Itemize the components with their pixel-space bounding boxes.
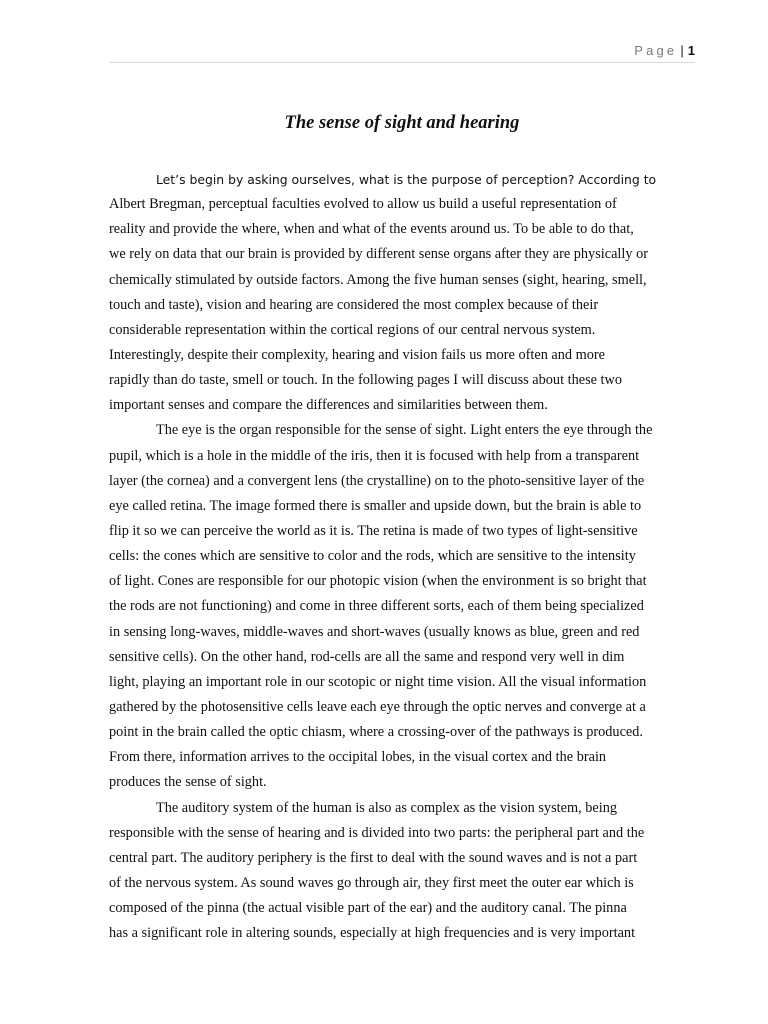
text-line: The eye is the organ responsible for the sense of sight. Light enters the eye through the — [156, 422, 653, 439]
text-line: has a significant role in altering sounds, especially at high frequencies and is very important — [109, 925, 636, 942]
text-line: The auditory system of the human is also as complex as the vision system, being — [156, 799, 617, 816]
text-line: gathered by the photosensitive cells leave each eye through the optic nerves and converge at a — [109, 698, 646, 715]
page-header — [109, 42, 695, 63]
text-line: layer (the cornea) and a convergent lens (the crystalline) on to the photo-sensitive layer of the — [109, 472, 645, 489]
document-title: The sense of sight and hearing — [284, 113, 520, 133]
text-line: composed of the pinna (the actual visible part of the ear) and the auditory canal. The pinna — [109, 900, 627, 917]
text-line: Interestingly, despite their complexity, hearing and vision fails us more often and more — [109, 346, 606, 363]
text-line: Let’s begin by asking ourselves, what is the purpose of perception? According to — [156, 172, 657, 187]
text-line: point in the brain called the optic chiasm, where a crossing-over of the pathways is produced. — [109, 724, 643, 741]
text-line: From there, information arrives to the occipital lobes, in the visual cortex and the brain — [109, 749, 607, 766]
page-separator: | — [680, 43, 684, 58]
text-line: pupil, which is a hole in the middle of the iris, then it is focused with help from a transparent — [109, 447, 640, 464]
text-line: central part. The auditory periphery is the first to deal with the sound waves and is not a part — [109, 849, 638, 866]
text-line: we rely on data that our brain is provided by different sense organs after they are physically or — [109, 246, 649, 263]
text-line: touch and taste), vision and hearing are considered the most complex because of their — [109, 296, 599, 313]
text-line: of the nervous system. As sound waves go through air, they first meet the outer ear which is — [109, 874, 634, 891]
text-line: the rods are not functioning) and come in three different sorts, each of them being specialized — [109, 598, 644, 615]
text-line: considerable representation within the cortical regions of our central nervous system. — [109, 321, 596, 338]
text-line: light, playing an important role in our scotopic or night time vision. All the visual information — [109, 673, 647, 690]
text-line: reality and provide the where, when and what of the events around us. To be able to do that, — [109, 221, 634, 238]
text-line: flip it so we can perceive the world as it is. The retina is made of two types of light-sensitive — [109, 522, 638, 539]
text-line: important senses and compare the differences and similarities between them. — [109, 397, 548, 414]
document-body — [109, 167, 695, 946]
page-word: Page — [634, 43, 678, 58]
page-number: 1 — [687, 43, 695, 58]
text-line: sensitive cells). On the other hand, rod-cells are all the same and respond very well in dim — [109, 648, 625, 665]
text-line: produces the sense of sight. — [109, 774, 267, 791]
text-line: rapidly than do taste, smell or touch. In the following pages I will discuss about these two — [109, 372, 623, 389]
text-line: in sensing long-waves, middle-waves and short-waves (usually knows as blue, green and red — [109, 623, 640, 640]
text-line: chemically stimulated by outside factors. Among the five human senses (sight, hearing, smell, — [109, 271, 647, 288]
page-number-label — [634, 42, 695, 60]
text-line: Albert Bregman, perceptual faculties evolved to allow us build a useful representation of — [109, 196, 617, 213]
text-line: cells: the cones which are sensitive to color and the rods, which are sensitive to the intensity — [109, 548, 636, 565]
text-line: responsible with the sense of hearing and is divided into two parts: the peripheral part and the — [109, 824, 645, 841]
text-line: of light. Cones are responsible for our photopic vision (when the environment is so bright that — [109, 573, 647, 590]
text-line: eye called retina. The image formed there is smaller and upside down, but the brain is able to — [109, 497, 642, 514]
